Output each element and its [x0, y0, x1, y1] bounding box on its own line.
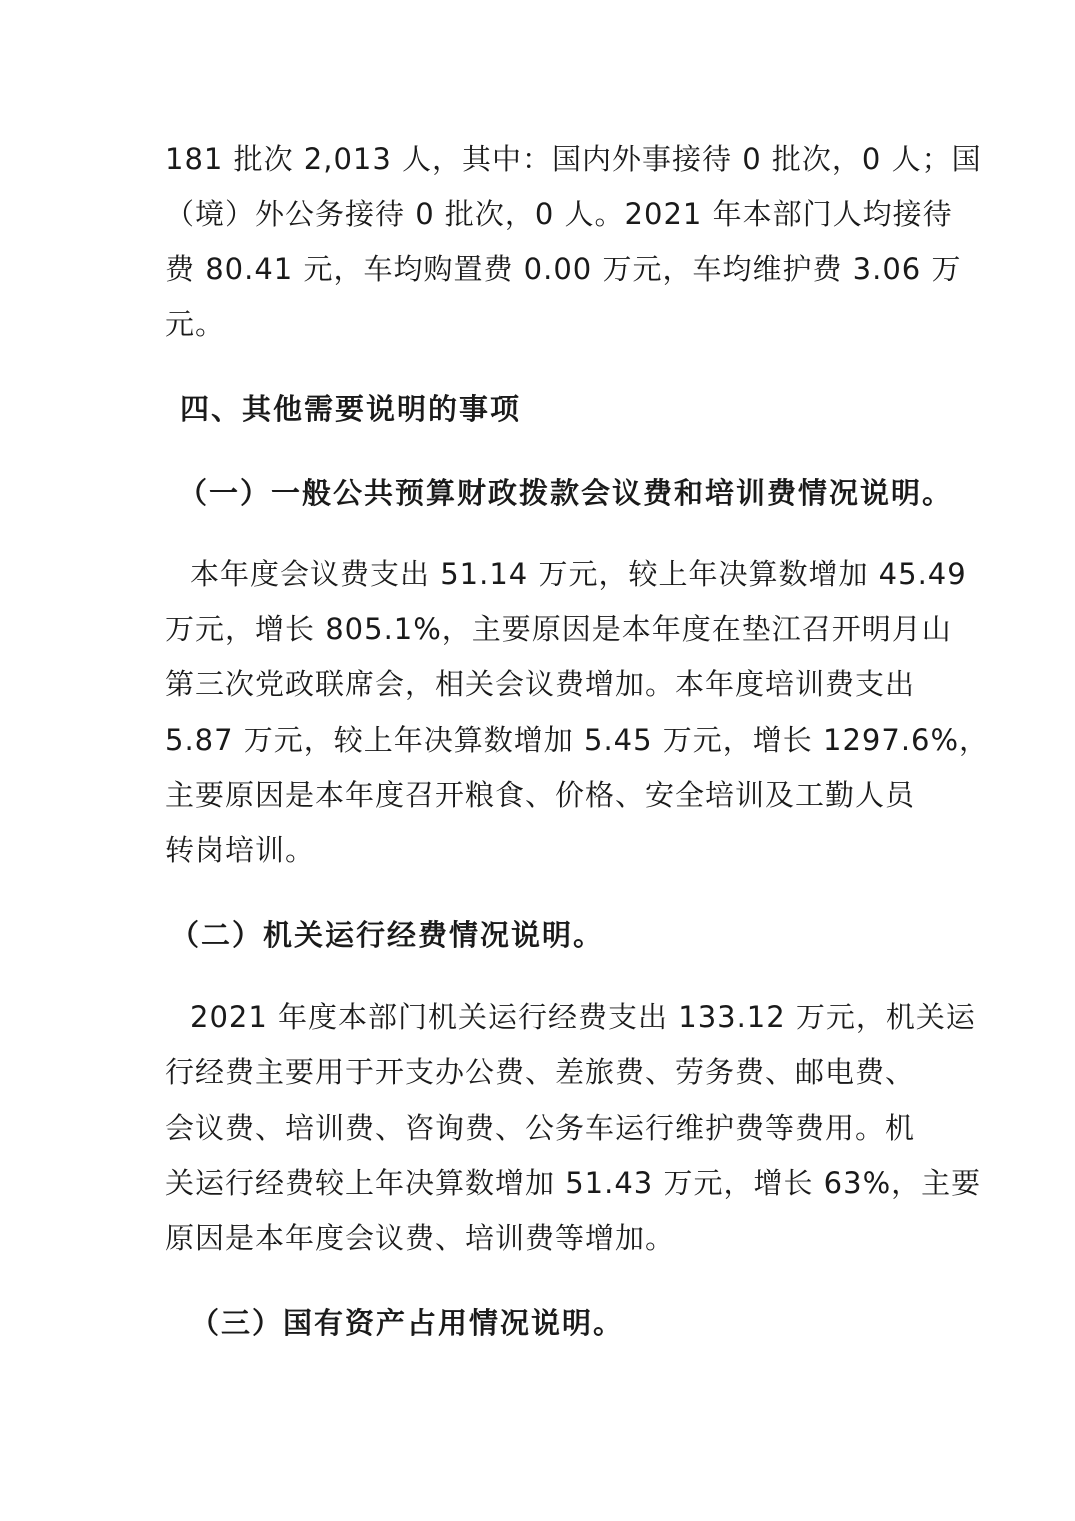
paragraph-line: 主要原因是本年度召开粮食、价格、安全培训及工勤人员 [165, 778, 916, 812]
subsection-heading: （二）机关运行经费情况说明。 [170, 918, 605, 952]
paragraph-line: （境）外公务接待 0 批次，0 人。2021 年本部门人均接待 [165, 197, 953, 231]
paragraph-line: 万元，增长 805.1%，主要原因是本年度在垫江召开明月山 [165, 612, 952, 646]
section-heading: 四、其他需要说明的事项 [180, 392, 522, 426]
subsection-heading: （三）国有资产占用情况说明。 [190, 1306, 625, 1340]
paragraph-line: 2021 年度本部门机关运行经费支出 133.12 万元，机关运 [190, 1000, 976, 1034]
paragraph-line: 181 批次 2,013 人，其中：国内外事接待 0 批次，0 人；国 [165, 142, 982, 176]
paragraph-line: 费 80.41 元，车均购置费 0.00 万元，车均维护费 3.06 万 [165, 252, 962, 286]
paragraph-line: 元。 [165, 307, 226, 341]
paragraph-line: 关运行经费较上年决算数增加 51.43 万元，增长 63%，主要 [165, 1166, 982, 1200]
subsection-heading: （一）一般公共预算财政拨款会议费和培训费情况说明。 [178, 476, 954, 510]
paragraph-line: 第三次党政联席会，相关会议费增加。本年度培训费支出 [165, 667, 916, 701]
paragraph-line: 行经费主要用于开支办公费、差旅费、劳务费、邮电费、 [165, 1055, 916, 1089]
paragraph-line: 原因是本年度会议费、培训费等增加。 [165, 1221, 676, 1255]
paragraph-line: 转岗培训。 [165, 833, 316, 867]
paragraph-line: 会议费、培训费、咨询费、公务车运行维护费等费用。机 [165, 1111, 916, 1145]
paragraph-line: 本年度会议费支出 51.14 万元，较上年决算数增加 45.49 [190, 557, 967, 591]
paragraph-line: 5.87 万元，较上年决算数增加 5.45 万元，增长 1297.6%， [165, 723, 990, 757]
